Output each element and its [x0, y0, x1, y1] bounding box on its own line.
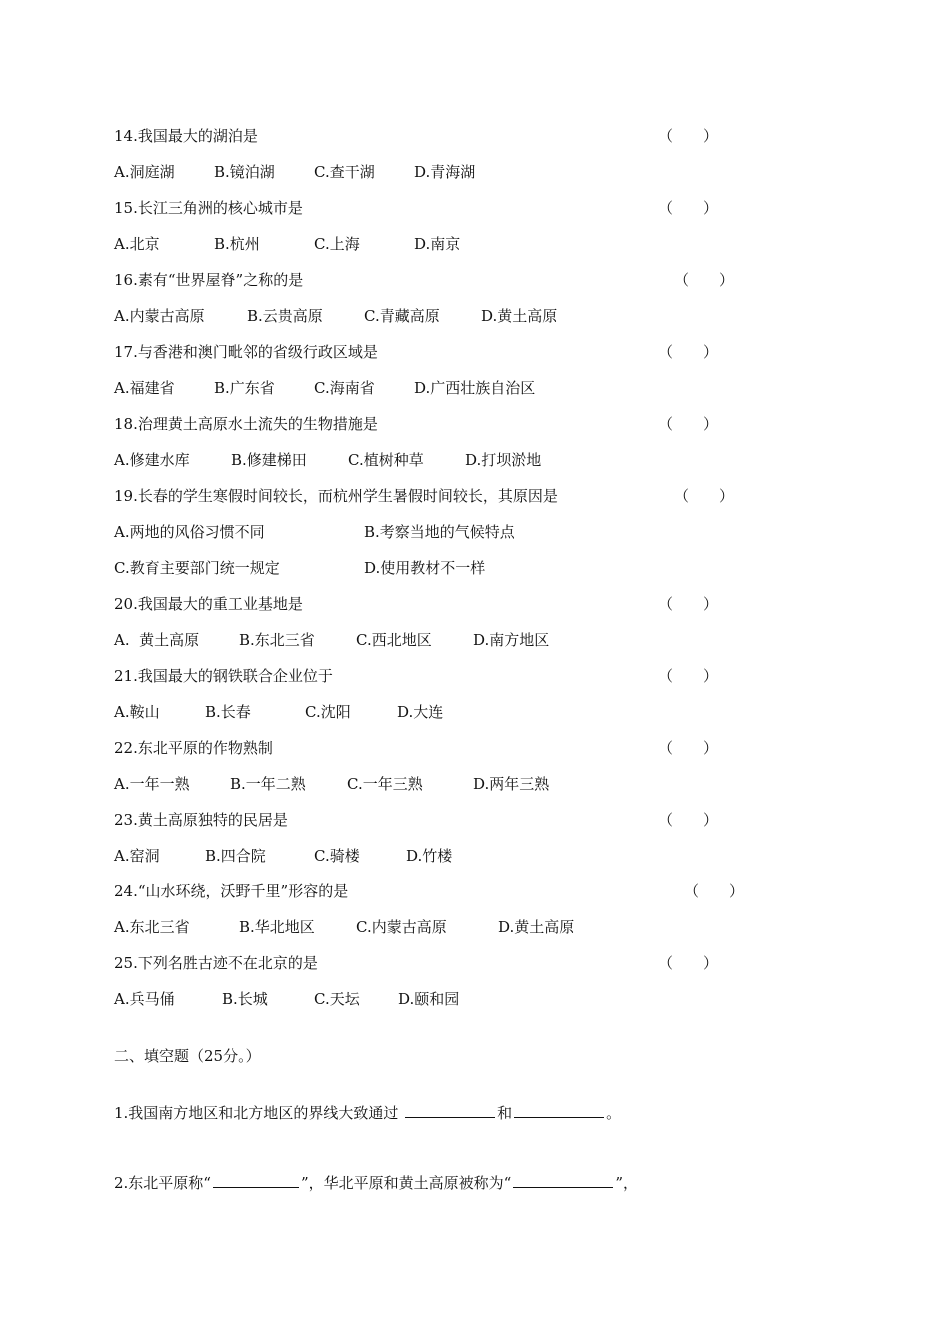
option-c: C.西北地区 [356, 631, 432, 649]
option-b: B.镜泊湖 [214, 163, 275, 181]
option-b: B.东北三省 [239, 631, 315, 649]
question-stem: 24.“山水环绕，沃野千里”形容的是 [114, 882, 349, 900]
option-b: B.云贵高原 [247, 307, 323, 325]
option-a: A.两地的风俗习惯不同 [114, 523, 265, 541]
question-stem: 22.东北平原的作物熟制 [114, 739, 273, 757]
option-d: D.南京 [414, 235, 461, 253]
option-c: C.沈阳 [305, 703, 351, 721]
question-text: 和 [497, 1104, 513, 1122]
option-d: D.竹楼 [406, 847, 453, 865]
option-d: D.使用教材不一样 [364, 559, 486, 577]
question-stem: 20.我国最大的重工业基地是 [114, 595, 303, 613]
question-stem: 18.治理黄土高原水土流失的生物措施是 [114, 415, 378, 433]
option-a: A.东北三省 [114, 918, 190, 936]
question-stem: 25.下列名胜古迹不在北京的是 [114, 954, 318, 972]
question-stem: 15.长江三角洲的核心城市是 [114, 199, 303, 217]
option-d: D.颐和园 [398, 990, 460, 1008]
question-text: ”， [615, 1174, 638, 1192]
option-a: A.内蒙古高原 [114, 307, 205, 325]
answer-parentheses: （ ） [658, 199, 719, 217]
answer-parentheses: （ ） [674, 487, 735, 505]
answer-blank[interactable] [514, 1101, 604, 1118]
question-text: 。 [606, 1104, 622, 1122]
answer-parentheses: （ ） [658, 667, 719, 685]
option-a: A.鞍山 [114, 703, 160, 721]
option-a: A.兵马俑 [114, 990, 175, 1008]
question-stem: 14.我国最大的湖泊是 [114, 127, 258, 145]
answer-parentheses: （ ） [684, 882, 745, 900]
option-b: B.长春 [205, 703, 251, 721]
option-c: C.一年三熟 [347, 775, 423, 793]
option-b: B.考察当地的气候特点 [364, 523, 515, 541]
option-c: C.教育主要部门统一规定 [114, 559, 280, 577]
question-stem: 23.黄土高原独特的民居是 [114, 811, 288, 829]
answer-parentheses: （ ） [658, 739, 719, 757]
option-c: C.骑楼 [314, 847, 360, 865]
option-c: C.查干湖 [314, 163, 375, 181]
option-c: C.青藏高原 [364, 307, 440, 325]
option-a: A.洞庭湖 [114, 163, 175, 181]
answer-parentheses: （ ） [658, 415, 719, 433]
answer-parentheses: （ ） [658, 811, 719, 829]
option-b: B.四合院 [205, 847, 266, 865]
option-b: B.杭州 [214, 235, 260, 253]
option-d: D.黄土高原 [481, 307, 558, 325]
question-stem: 17.与香港和澳门毗邻的省级行政区域是 [114, 343, 378, 361]
fill-blank-question-2 [114, 1171, 638, 1193]
question-stem: 16.素有“世界屋脊”之称的是 [114, 271, 304, 289]
option-d: D.广西壮族自治区 [414, 379, 536, 397]
option-a: A.一年一熟 [114, 775, 190, 793]
fill-blank-question-1 [114, 1101, 621, 1123]
answer-parentheses: （ ） [658, 343, 719, 361]
option-d: D.黄土高原 [498, 918, 575, 936]
answer-parentheses: （ ） [658, 954, 719, 972]
option-b: B.修建梯田 [231, 451, 307, 469]
option-c: C.内蒙古高原 [356, 918, 447, 936]
option-a: A. 黄土高原 [114, 631, 200, 649]
question-stem: 21.我国最大的钢铁联合企业位于 [114, 667, 333, 685]
option-a: A.北京 [114, 235, 160, 253]
answer-parentheses: （ ） [658, 595, 719, 613]
question-text: 1.我国南方地区和北方地区的界线大致通过 [114, 1104, 404, 1122]
answer-parentheses: （ ） [658, 127, 719, 145]
option-d: D.青海湖 [414, 163, 476, 181]
answer-blank[interactable] [213, 1171, 299, 1188]
option-d: D.大连 [397, 703, 444, 721]
question-text: 2.东北平原称“ [114, 1174, 211, 1192]
option-a: A.修建水库 [114, 451, 190, 469]
option-b: B.华北地区 [239, 918, 315, 936]
option-d: D.打坝淤地 [465, 451, 542, 469]
option-b: B.长城 [222, 990, 268, 1008]
option-c: C.上海 [314, 235, 360, 253]
answer-blank[interactable] [513, 1171, 613, 1188]
answer-blank[interactable] [405, 1101, 495, 1118]
option-b: B.广东省 [214, 379, 275, 397]
option-c: C.海南省 [314, 379, 375, 397]
option-c: C.天坛 [314, 990, 360, 1008]
option-b: B.一年二熟 [230, 775, 306, 793]
question-text: ”，华北平原和黄土高原被称为“ [300, 1174, 512, 1192]
option-d: D.两年三熟 [473, 775, 550, 793]
option-a: A.福建省 [114, 379, 175, 397]
answer-parentheses: （ ） [674, 271, 735, 289]
option-a: A.窑洞 [114, 847, 160, 865]
option-c: C.植树种草 [348, 451, 424, 469]
option-d: D.南方地区 [473, 631, 550, 649]
question-stem: 19.长春的学生寒假时间较长，而杭州学生暑假时间较长，其原因是 [114, 487, 558, 505]
section-heading: 二、填空题（25分。） [114, 1047, 261, 1065]
